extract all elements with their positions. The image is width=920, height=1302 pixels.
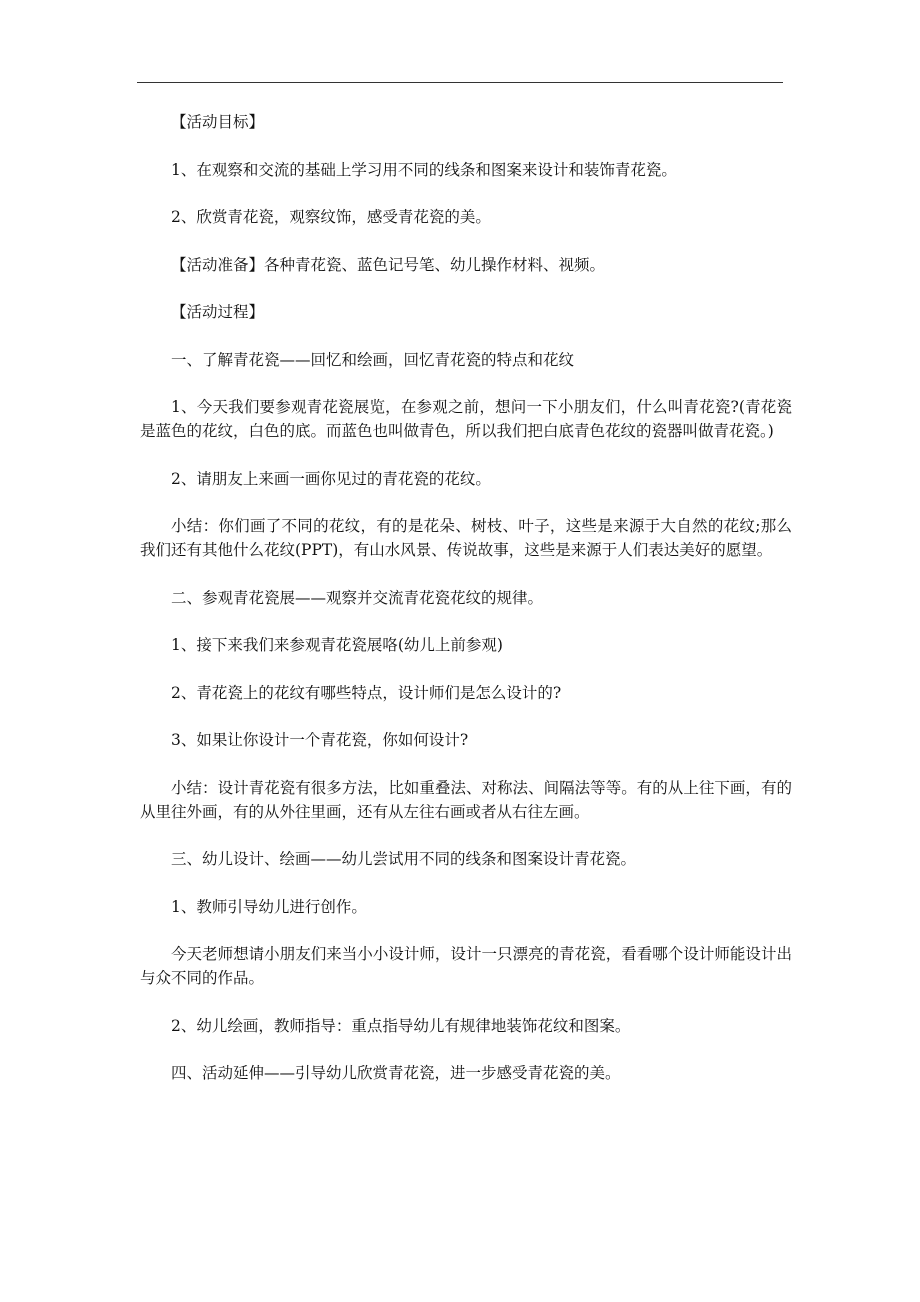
goal-item-1: 1、在观察和交流的基础上学习用不同的线条和图案来设计和装饰青花瓷。 — [171, 160, 677, 179]
section-4-title: 四、活动延伸——引导幼儿欣赏青花瓷，进一步感受青花瓷的美。 — [171, 1064, 621, 1082]
section-1-step-1: 1、今天我们要参观青花瓷展览，在参观之前，想问一下小朋友们，什么叫青花瓷?(青花瓷是蓝色的花纹，白色的底。而蓝色也叫做青色，所以我们把白底青色花纹的瓷器叫做青花瓷。) — [140, 398, 792, 440]
section-1-summary: 小结：你们画了不同的花纹，有的是花朵、树枝、叶子，这些是来源于大自然的花纹;那么我们还有其他什么花纹(PPT)，有山水风景、传说故事，这些是来源于人们表达美好的愿望。 — [140, 517, 792, 559]
section-2-step-2: 2、青花瓷上的花纹有哪些特点，设计师们是怎么设计的? — [171, 683, 562, 702]
header-rule — [137, 82, 783, 83]
section-3-title: 三、幼儿设计、绘画——幼儿尝试用不同的线条和图案设计青花瓷。 — [171, 850, 637, 868]
section-2-title: 二、参观青花瓷展——观察并交流青花瓷花纹的规律。 — [171, 588, 544, 607]
document-body — [140, 110, 792, 1109]
section-3-step-2: 2、幼儿绘画，教师指导：重点指导幼儿有规律地装饰花纹和图案。 — [171, 1016, 631, 1035]
section-2-step-1: 1、接下来我们来参观青花瓷展咯(幼儿上前参观) — [171, 636, 503, 654]
section-3-step-1-detail: 今天老师想请小朋友们来当小小设计师，设计一只漂亮的青花瓷，看看哪个设计师能设计出与众不同的作品。 — [140, 945, 792, 987]
heading-activity-goals: 【活动目标】 — [171, 113, 265, 131]
heading-activity-preparation: 【活动准备】各种青花瓷、蓝色记号笔、幼儿操作材料、视频。 — [171, 255, 606, 274]
section-2-summary: 小结：设计青花瓷有很多方法，比如重叠法、对称法、间隔法等等。有的从上往下画，有的从里往外画，有的从外往里画，还有从左往右画或者从右往左画。 — [140, 778, 792, 821]
section-1-title: 一、了解青花瓷——回忆和绘画，回忆青花瓷的特点和花纹 — [171, 350, 575, 369]
section-2-step-3: 3、如果让你设计一个青花瓷，你如何设计? — [171, 731, 469, 749]
section-1-step-2: 2、请朋友上来画一画你见过的青花瓷的花纹。 — [171, 469, 491, 488]
heading-activity-process: 【活动过程】 — [171, 303, 265, 321]
goal-item-2: 2、欣赏青花瓷，观察纹饰，感受青花瓷的美。 — [171, 208, 491, 226]
section-3-step-1: 1、教师引导幼儿进行创作。 — [171, 897, 367, 916]
